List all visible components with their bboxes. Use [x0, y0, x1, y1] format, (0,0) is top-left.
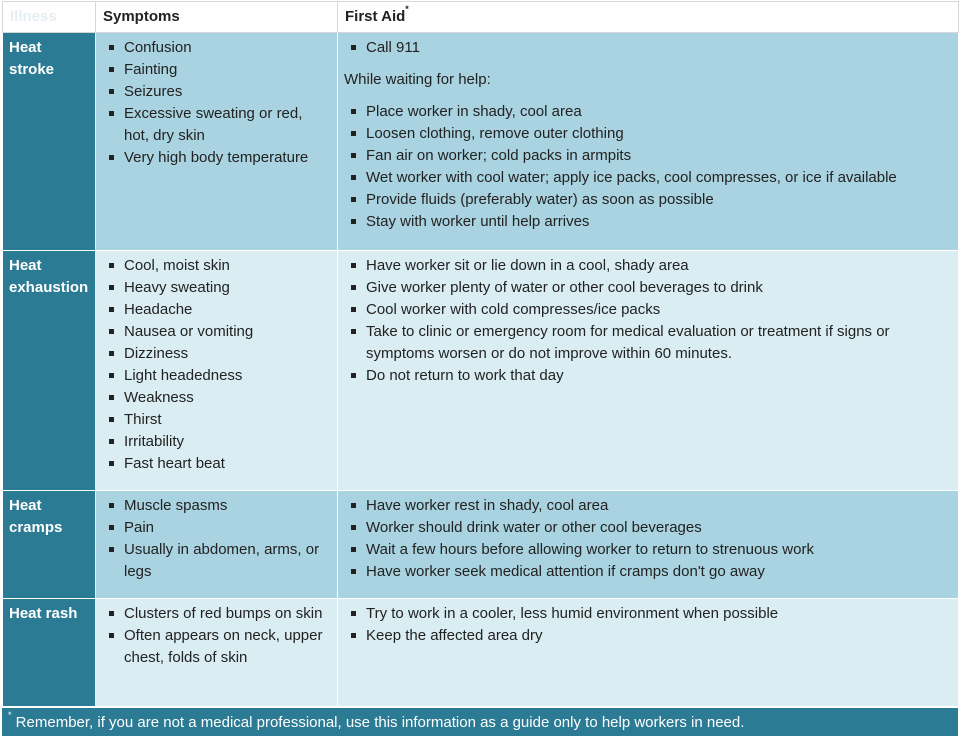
symptoms-list [102, 495, 329, 583]
illness-name: Heat exhaustion [3, 251, 96, 491]
symptom-item: Fast heart beat [102, 453, 329, 475]
first-aid-item: Call 911 [344, 37, 950, 59]
first-aid-list [344, 101, 950, 233]
symptom-item: Headache [102, 299, 329, 321]
symptom-item: Light headedness [102, 365, 329, 387]
symptom-item: Pain [102, 517, 329, 539]
first-aid-pre-list [344, 37, 950, 59]
first-aid-item: Loosen clothing, remove outer clothing [344, 123, 950, 145]
first-aid-list [344, 495, 950, 583]
symptom-item: Confusion [102, 37, 329, 59]
table-row [3, 33, 959, 251]
symptoms-cell [96, 491, 338, 599]
symptom-item: Thirst [102, 409, 329, 431]
footnote-text: Remember, if you are not a medical professional, use this information as a guide only to help workers in need. [11, 714, 745, 731]
symptoms-cell [96, 599, 338, 707]
symptom-item: Very high body temperature [102, 147, 329, 169]
symptoms-list [102, 37, 329, 169]
header-first-aid-label: First Aid [345, 8, 406, 25]
first-aid-item: Wet worker with cool water; apply ice packs, cool compresses, or ice if available [344, 167, 950, 189]
illness-name: Heat stroke [3, 33, 96, 251]
first-aid-cell [338, 251, 959, 491]
first-aid-item: Fan air on worker; cold packs in armpits [344, 145, 950, 167]
table-row [3, 599, 959, 707]
symptoms-cell [96, 251, 338, 491]
symptom-item: Dizziness [102, 343, 329, 365]
first-aid-note: While waiting for help: [344, 71, 491, 88]
illness-name: Heat rash [3, 599, 96, 707]
first-aid-item: Have worker rest in shady, cool area [344, 495, 950, 517]
header-symptoms: Symptoms [96, 2, 338, 33]
symptoms-cell [96, 33, 338, 251]
symptom-item: Excessive sweating or red, hot, dry skin [102, 103, 329, 147]
symptom-item: Nausea or vomiting [102, 321, 329, 343]
first-aid-item: Provide fluids (preferably water) as soon as possible [344, 189, 950, 211]
first-aid-item: Give worker plenty of water or other cool beverages to drink [344, 277, 950, 299]
first-aid-item: Place worker in shady, cool area [344, 101, 950, 123]
symptoms-list [102, 255, 329, 475]
illness-name: Heat cramps [3, 491, 96, 599]
first-aid-item: Try to work in a cooler, less humid environment when possible [344, 603, 950, 625]
symptom-item: Often appears on neck, upper chest, folds of skin [102, 625, 329, 669]
header-first-aid-mark: * [405, 4, 409, 14]
footnote-bar [2, 707, 958, 736]
first-aid-cell [338, 33, 959, 251]
symptom-item: Weakness [102, 387, 329, 409]
first-aid-item: Cool worker with cold compresses/ice packs [344, 299, 950, 321]
header-illness: Illness [3, 2, 96, 33]
table-row [3, 251, 959, 491]
symptom-item: Usually in abdomen, arms, or legs [102, 539, 329, 583]
symptom-item: Heavy sweating [102, 277, 329, 299]
first-aid-list [344, 255, 950, 387]
symptom-item: Irritability [102, 431, 329, 453]
symptoms-list [102, 603, 329, 669]
table-header-row [3, 2, 959, 33]
first-aid-item: Have worker sit or lie down in a cool, shady area [344, 255, 950, 277]
first-aid-list [344, 603, 950, 647]
first-aid-item: Do not return to work that day [344, 365, 950, 387]
first-aid-item: Stay with worker until help arrives [344, 211, 950, 233]
first-aid-cell [338, 491, 959, 599]
symptom-item: Clusters of red bumps on skin [102, 603, 329, 625]
symptom-item: Cool, moist skin [102, 255, 329, 277]
first-aid-item: Worker should drink water or other cool beverages [344, 517, 950, 539]
first-aid-item: Keep the affected area dry [344, 625, 950, 647]
footnote-mark: * [8, 710, 12, 720]
symptom-item: Muscle spasms [102, 495, 329, 517]
header-first-aid [338, 2, 959, 33]
heat-illness-table-container [2, 1, 958, 736]
first-aid-item: Wait a few hours before allowing worker to return to strenuous work [344, 539, 950, 561]
symptom-item: Seizures [102, 81, 329, 103]
table-row [3, 491, 959, 599]
symptom-item: Fainting [102, 59, 329, 81]
heat-illness-table [2, 1, 959, 707]
first-aid-item: Take to clinic or emergency room for medical evaluation or treatment if signs or symptoms worsen or do not improve within 60 minutes. [344, 321, 950, 365]
first-aid-cell [338, 599, 959, 707]
first-aid-item: Have worker seek medical attention if cramps don't go away [344, 561, 950, 583]
